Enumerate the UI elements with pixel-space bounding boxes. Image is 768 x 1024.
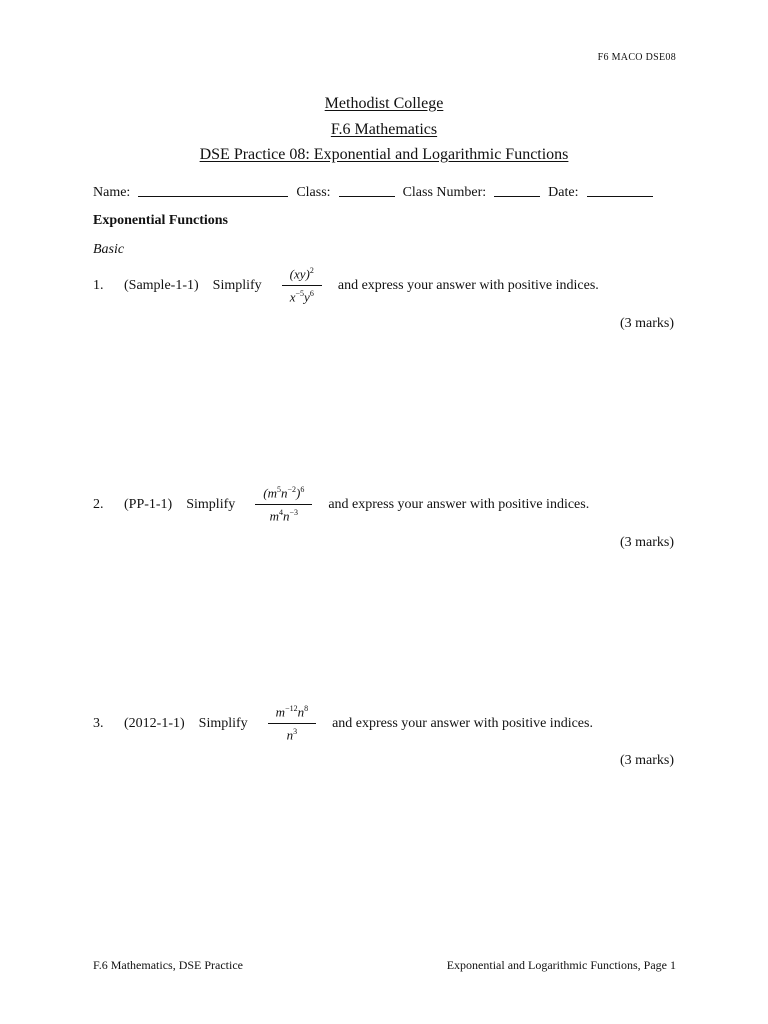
question-2 [93,485,589,525]
question-3-marks: (3 marks) [619,753,674,768]
class-blank[interactable] [339,195,395,197]
question-3 [93,704,593,744]
question-instruction: and express your answer with positive indices. [328,496,590,512]
question-number: 3. [93,715,104,731]
fraction-denominator: $n^3$ [286,727,298,743]
question-instruction: and express your answer with positive indices. [332,715,593,731]
school-title: Methodist College [324,95,444,112]
section-subtitle: Basic [93,242,125,257]
fraction-expression [282,266,322,306]
question-verb: Simplify [212,277,262,293]
question-verb: Simplify [186,496,236,512]
name-blank[interactable] [138,195,288,197]
question-1-marks: (3 marks) [619,316,674,331]
class-number-blank[interactable] [494,195,540,197]
question-1 [93,266,599,306]
subject-title: F.6 Mathematics [330,121,438,138]
fraction-denominator: $m^4n^{-3}$ [269,508,298,524]
class-number-label: Class Number: [402,185,487,200]
question-source: (Sample-1-1) [124,277,199,293]
fraction-expression [255,485,312,525]
practice-title: DSE Practice 08: Exponential and Logarithmic Functions [199,146,569,163]
class-label: Class: [296,185,331,200]
question-source: (PP-1-1) [124,496,173,512]
question-verb: Simplify [198,715,248,731]
footer-right: Exponential and Logarithmic Functions, Page 1 [446,958,676,972]
question-number: 2. [93,496,104,512]
fraction-numerator: $(m^5n^{-2})^6$ [255,485,312,505]
fraction-numerator: (xy)$^2$ [282,266,322,286]
question-number: 1. [93,277,104,293]
date-label: Date: [548,185,579,200]
question-instruction: and express your answer with positive indices. [337,277,599,293]
fraction-denominator: $x^{-5}y^6$ [289,289,314,305]
name-label: Name: [93,185,131,200]
footer-left: F.6 Mathematics, DSE Practice [93,958,244,972]
fraction-expression [268,704,316,744]
section-title: Exponential Functions [93,213,228,228]
date-blank[interactable] [587,195,653,197]
fraction-numerator: $m^{-12}n^8$ [268,704,316,724]
student-info-row [93,185,653,201]
question-2-marks: (3 marks) [619,535,674,550]
document-code: F6 MACO DSE08 [597,52,676,63]
question-source: (2012-1-1) [124,715,185,731]
